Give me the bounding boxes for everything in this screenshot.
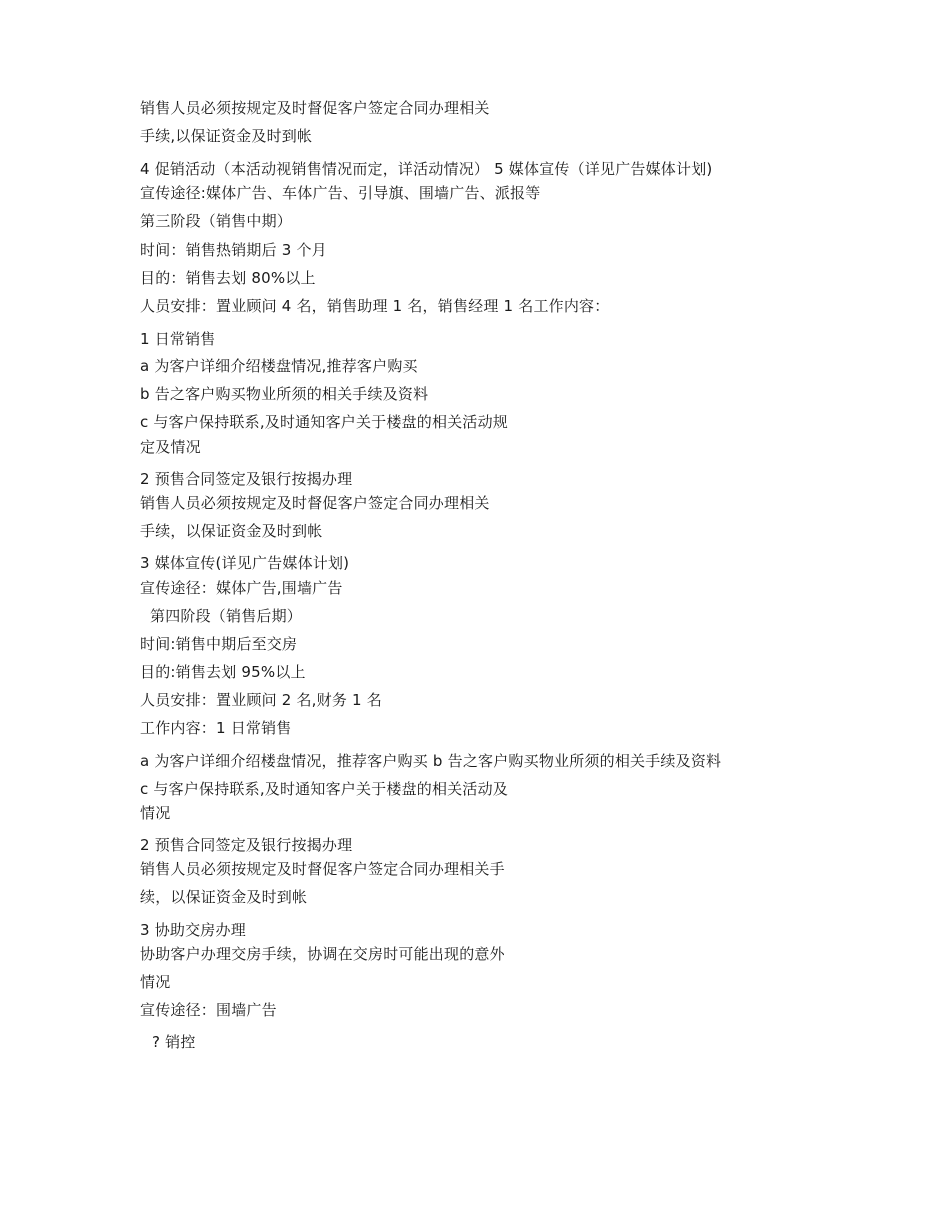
list-item: 2 预售合同签定及银行按揭办理 bbox=[140, 836, 353, 854]
list-item: 1 日常销售 bbox=[140, 330, 216, 348]
text-line: 情况 bbox=[140, 804, 171, 822]
text-line: 时间:销售中期后至交房 bbox=[140, 635, 298, 653]
list-item: 3 媒体宣传(详见广告媒体计划) bbox=[140, 554, 350, 572]
text-line: 目的:销售去划 95%以上 bbox=[140, 663, 306, 681]
text-line: 手续,以保证资金及时到帐 bbox=[140, 127, 313, 145]
text-line: 时间：销售热销期后 3 个月 bbox=[140, 241, 327, 259]
text-line: 宣传途径：媒体广告,围墙广告 bbox=[140, 579, 343, 597]
text-line: 情况 bbox=[140, 973, 171, 991]
text-line: 目的：销售去划 80%以上 bbox=[140, 269, 316, 287]
text-line: 4 促销活动（本活动视销售情况而定，详活动情况） 5 媒体宣传（详见广告媒体计划) bbox=[140, 160, 713, 178]
text-line: 销售人员必须按规定及时督促客户签定合同办理相关 bbox=[140, 494, 490, 512]
text-line: 宣传途径：围墙广告 bbox=[140, 1001, 277, 1019]
text-line: 定及情况 bbox=[140, 438, 201, 456]
list-item: c 与客户保持联系,及时通知客户关于楼盘的相关活动规 bbox=[140, 413, 508, 431]
text-line: 宣传途径:媒体广告、车体广告、引导旗、围墙广告、派报等 bbox=[140, 184, 541, 202]
list-item: c 与客户保持联系,及时通知客户关于楼盘的相关活动及 bbox=[140, 780, 508, 798]
text-line: 续，以保证资金及时到帐 bbox=[140, 888, 308, 906]
list-item: 2 预售合同签定及银行按揭办理 bbox=[140, 470, 353, 488]
text-line: 人员安排：置业顾问 2 名,财务 1 名 bbox=[140, 691, 382, 709]
text-line: 销售人员必须按规定及时督促客户签定合同办理相关 bbox=[140, 99, 490, 117]
list-item: a 为客户详细介绍楼盘情况,推荐客户购买 bbox=[140, 357, 418, 375]
text-line: 工作内容：1 日常销售 bbox=[140, 719, 292, 737]
section-heading: 第四阶段（销售后期） bbox=[150, 607, 303, 625]
text-line: 协助客户办理交房手续，协调在交房时可能出现的意外 bbox=[140, 945, 505, 963]
list-item: 3 协助交房办理 bbox=[140, 921, 246, 939]
list-item: a 为客户详细介绍楼盘情况，推荐客户购买 b 告之客户购买物业所须的相关手续及资料 bbox=[140, 752, 722, 770]
list-item: b 告之客户购买物业所须的相关手续及资料 bbox=[140, 385, 429, 403]
text-line: 手续，以保证资金及时到帐 bbox=[140, 522, 323, 540]
section-heading: 第三阶段（销售中期） bbox=[140, 212, 293, 230]
text-line: 人员安排：置业顾问 4 名，销售助理 1 名，销售经理 1 名工作内容： bbox=[140, 297, 610, 315]
text-line: 销售人员必须按规定及时督促客户签定合同办理相关手 bbox=[140, 860, 505, 878]
text-line: ? 销控 bbox=[152, 1033, 196, 1051]
